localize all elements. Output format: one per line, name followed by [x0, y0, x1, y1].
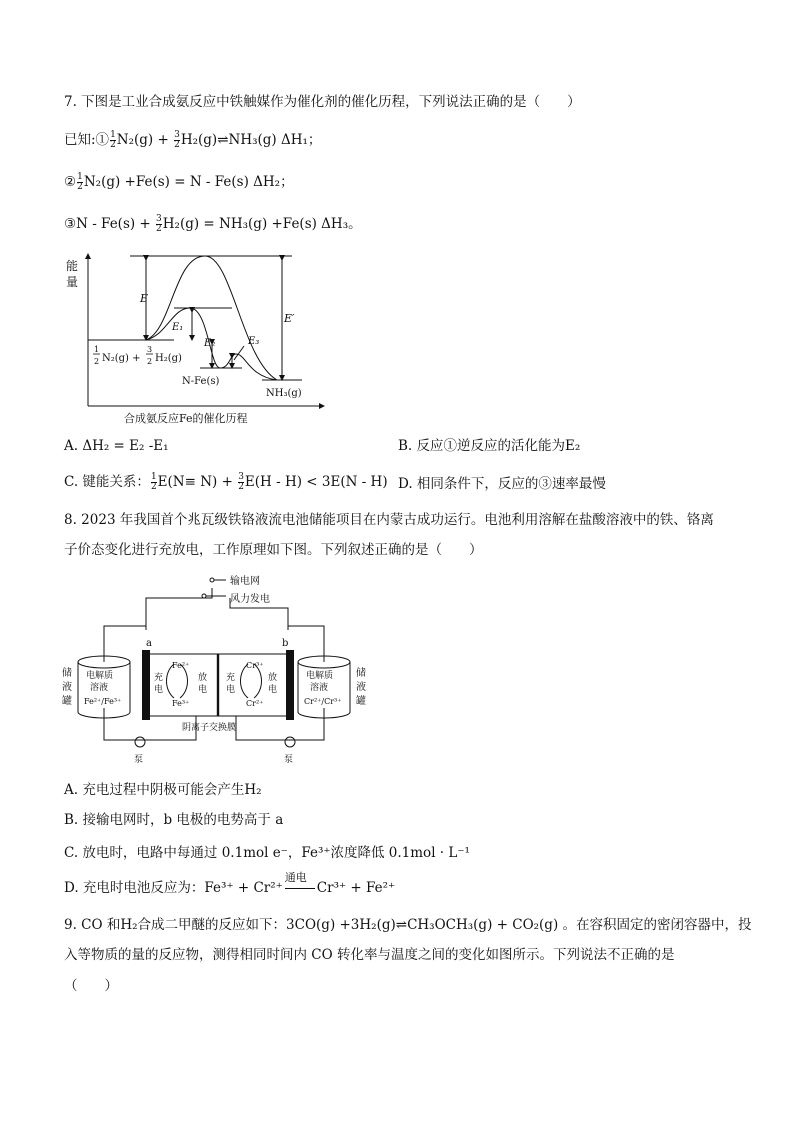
y-label-2: 量: [66, 275, 79, 289]
intermediate-label: N-Fe(s): [182, 376, 220, 387]
reactant-frac-n: 1: [94, 345, 100, 354]
left-ions: Fe²⁺/Fe³⁺: [84, 697, 122, 706]
fe3-label: Fe³⁺: [172, 699, 190, 708]
q7-option-d[interactable]: D. 相同条件下，反应的③速率最慢: [398, 476, 606, 492]
reactants-a: N₂(g) +: [102, 353, 141, 364]
frac-three-halves: $\frac{3}{2}$: [156, 214, 162, 234]
q8-option-d[interactable]: D. 充电时电池反应为：Fe³⁺ + Cr²⁺ 通电 Cr³⁺ + Fe²⁺: [64, 871, 396, 896]
frac-three-halves: $\frac{3}{2}$: [238, 472, 244, 492]
electrode-b: [286, 650, 294, 720]
tank-left-side: 液: [62, 682, 72, 693]
membrane-label: 阴离子交换膜: [182, 723, 237, 733]
electrolyte-left: 电解质: [86, 671, 114, 681]
q7-stem: 7. 下图是工业合成氨反应中铁触媒作为催化剂的催化历程，下列说法正确的是（ ）: [64, 94, 581, 110]
reactant-frac-d: 2: [94, 357, 100, 366]
q9-stem-3: （ ）: [64, 978, 118, 994]
battery-diagram: [56, 570, 376, 766]
cr2-label: Cr²⁺: [246, 699, 264, 708]
tank-left-side: 储: [62, 668, 72, 679]
grid-label: 输电网: [230, 576, 260, 587]
q9-stem-2: 入等物质的量的反应物，测得相同时间内 CO 转化率与温度之间的变化如图所示。下列说法不正确的是: [64, 947, 675, 963]
electrode-b-label: b: [282, 638, 289, 649]
tank-right-side: 罐: [356, 696, 366, 707]
discharge-left: 电: [198, 685, 208, 695]
charge-left: 电: [154, 685, 164, 695]
wind-label: 风力发电: [230, 594, 270, 605]
q7-eq2: ② $\frac{1}{2}$ N₂(g) +Fe(s) = N - Fe(s) ΔH₂；: [64, 172, 294, 192]
q7-option-a[interactable]: A. ΔH₂ = E₂ -E₁: [64, 438, 169, 454]
label-Eprime: E′: [284, 312, 295, 325]
tank-right-side: 储: [356, 668, 366, 679]
label-E1: E₁: [172, 322, 184, 333]
discharge-right: 电: [268, 685, 278, 695]
fe2-label: Fe²⁺: [172, 661, 190, 670]
pump-right-label: 泵: [284, 755, 294, 765]
electrode-a: [142, 650, 150, 720]
q7-option-b[interactable]: B. 反应①逆反应的活化能为E₂: [398, 438, 581, 454]
label-E: E: [140, 292, 149, 305]
discharge-left: 放: [198, 673, 208, 683]
reactant-frac3-d: 2: [147, 357, 153, 366]
cr3-label: Cr³⁺: [246, 661, 264, 670]
charge-left: 充: [154, 673, 164, 683]
pump-left-label: 泵: [134, 755, 144, 765]
frac-half: $\frac{1}{2}$: [77, 172, 83, 192]
discharge-right: 放: [268, 673, 278, 683]
q8-option-c[interactable]: C. 放电时，电路中每通过 0.1mol e⁻，Fe³⁺浓度降低 0.1mol · L⁻¹: [64, 845, 470, 861]
label-E2: E₂: [204, 338, 216, 349]
reactant-frac3-n: 3: [147, 345, 153, 354]
energy-diagram: [62, 250, 332, 428]
label-E3: E₃: [248, 336, 260, 347]
reaction-condition: 通电: [283, 878, 317, 898]
q8-option-b[interactable]: B. 接输电网时，b 电极的电势高于 a: [64, 812, 284, 828]
tank-right-side: 液: [356, 682, 366, 693]
electrolyte-left: 溶液: [90, 683, 109, 693]
q8-option-a[interactable]: A. 充电过程中阴极可能会产生H₂: [64, 782, 262, 798]
diagram-caption: 合成氨反应Fe的催化历程: [124, 412, 248, 425]
charge-right: 充: [226, 673, 236, 683]
q9-stem-1: 9. CO 和H₂合成二甲醚的反应如下：3CO(g) +3H₂(g)⇌CH₃OCH₃(g) + CO₂(g) 。在容积固定的密闭容器中，投: [64, 917, 752, 933]
q7-known-eq1: 已知:① $\frac{1}{2}$ N₂(g) + $\frac{3}{2}$ H₂(g)⇌NH₃(g) ΔH₁；: [64, 130, 322, 150]
charge-right: 电: [226, 685, 236, 695]
product-label: NH₃(g): [266, 388, 302, 399]
right-ions: Cr²⁺/Cr³⁺: [304, 697, 342, 706]
frac-half: $\frac{1}{2}$: [110, 130, 116, 150]
q8-stem-2: 子价态变化进行充放电，工作原理如下图。下列叙述正确的是（ ）: [64, 542, 483, 558]
y-label-1: 能: [66, 259, 79, 273]
electrode-a-label: a: [146, 638, 152, 649]
frac-half: $\frac{1}{2}$: [150, 472, 157, 492]
q8-stem-1: 8. 2023 年我国首个兆瓦级铁铬液流电池储能项目在内蒙古成功运行。电池利用溶解在盐酸溶液中的铁、铬离: [64, 512, 714, 528]
reactants-b: H₂(g): [155, 353, 182, 364]
q7-known-prefix: 已知:①: [64, 132, 110, 148]
electrolyte-right: 电解质: [306, 671, 334, 681]
frac-three-halves: $\frac{3}{2}$: [174, 130, 180, 150]
tank-left-side: 罐: [62, 696, 72, 707]
q7-eq3: ③N - Fe(s) + $\frac{3}{2}$ H₂(g) = NH₃(g) +Fe(s) ΔH₃。: [64, 214, 362, 234]
electrolyte-right: 溶液: [310, 683, 329, 693]
q7-option-c[interactable]: C. 键能关系： $\frac{1}{2}$ E(N≡ N) + $\frac{3}{2}$ E(H - H) < 3E(N - H): [64, 472, 388, 492]
